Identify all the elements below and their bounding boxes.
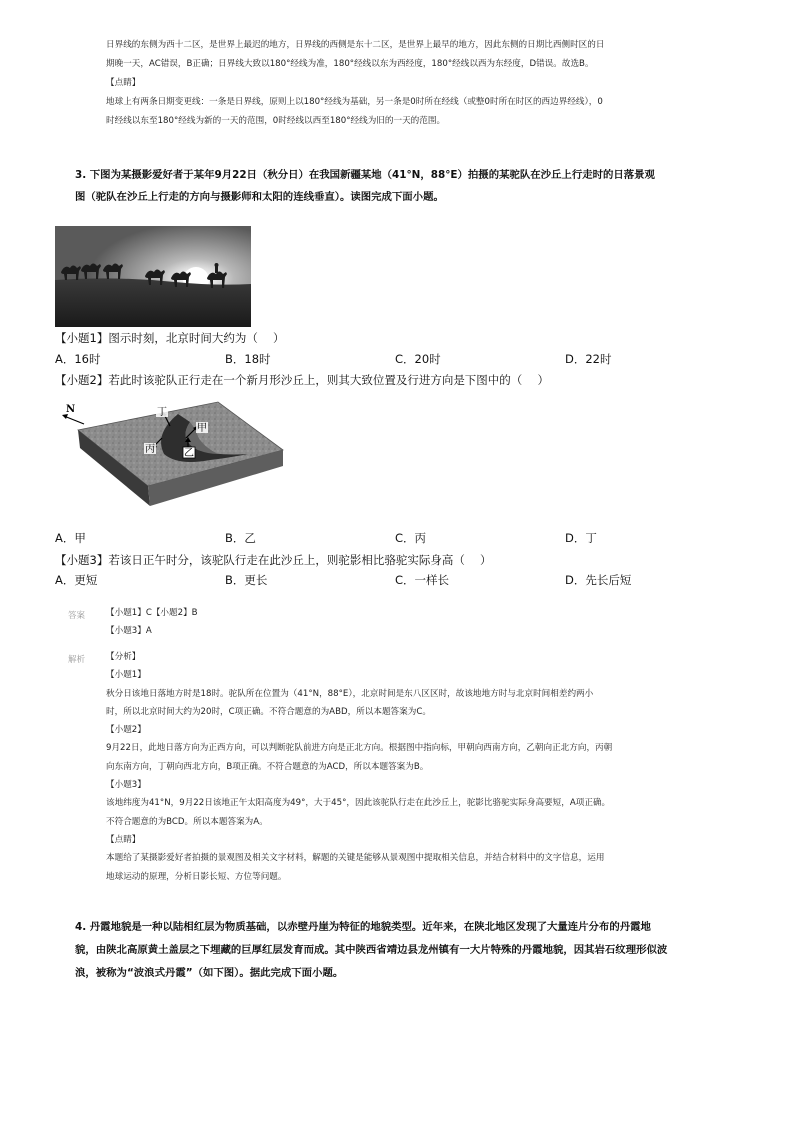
analysis-block xyxy=(106,648,746,886)
tip-line: 地球上有两条日期变更线：一条是日界线，原则上以180°经线为基础，另一条是0时所在经线（或整0时所在时区的西边界经线），0 xyxy=(106,97,603,107)
explanation-line: 期晚一天，AC错误，B正确；日界线大致以180°经线为准，180°经线以东为西经度，180°经线以西为东经度，D错误。故选B。 xyxy=(106,59,594,69)
analysis-label: 解析 xyxy=(68,655,86,665)
answer-line: 【小题1】C【小题2】B xyxy=(106,608,198,618)
answer-line: 【小题3】A xyxy=(106,626,152,637)
crescent-dune-diagram xyxy=(58,400,290,522)
analysis-line: 该地纬度为41°N，9月22日该地正午太阳高度为49°，大于45°，因此该驼队行走在此沙丘上，驼影比骆驼实际身高要短，A项正确。 xyxy=(106,798,611,809)
analysis-line: 【小题1】 xyxy=(106,670,146,681)
camel-sunset-photo xyxy=(55,226,251,327)
sub2-option-d[interactable]: D．丁 xyxy=(565,531,597,545)
stem-line: 3. 下图为某摄影爱好者于某年9月22日（秋分日）在我国新疆某地（41°N，88°E）拍摄的某驼队在沙丘上行走时的日落景观 xyxy=(75,169,655,181)
stem-line: 浪，被称为“波浪式丹霞”（如下图）。据此完成下面小题。 xyxy=(75,967,344,979)
sub1-option-a[interactable]: A．16时 xyxy=(55,352,101,366)
stem-line: 4. 丹霞地貌是一种以陆相红层为物质基础，以赤壁丹崖为特征的地貌类型。近年来，在陕北地区发现了大量连片分布的丹霞地 xyxy=(75,921,651,933)
label-ding: 丁 xyxy=(157,407,167,418)
stem-line: 图（驼队在沙丘上行走的方向与摄影师和太阳的连线垂直）。读图完成下面小题。 xyxy=(75,191,444,203)
analysis-line: 向东南方向，丁朝向西北方向，B项正确。不符合题意的为ACD，所以本题答案为B。 xyxy=(106,761,429,772)
explanation-line: 日界线的东侧为西十二区，是世界上最迟的地方，日界线的西侧是东十二区，是世界上最早的地方，因此东侧的日期比西侧时区的日 xyxy=(106,40,605,50)
question4-stem xyxy=(75,916,765,985)
analysis-line: 地球运动的原理，分析日影长短、方位等问题。 xyxy=(106,871,287,882)
answer-label: 答案 xyxy=(68,611,86,621)
analysis-line: 【点睛】 xyxy=(106,834,141,845)
subquestion-1: 【小题1】图示时刻，北京时间大约为（ ） xyxy=(55,331,285,345)
question3-stem xyxy=(75,164,755,208)
analysis-line: 本题给了某摄影爱好者拍摄的景观图及相关文字材料，解题的关键是能够从景观图中提取相关信息，并结合材料中的文字信息，运用 xyxy=(106,853,605,864)
label-bing: 丙 xyxy=(145,444,155,455)
analysis-line: 秋分日该地日落地方时是18时。驼队所在位置为（41°N，88°E），北京时间是东八区区时，故该地地方时与北京时间相差约两小 xyxy=(106,688,594,699)
subquestion-3: 【小题3】若该日正午时分，该驼队行走在此沙丘上，则驼影相比骆驼实际身高（ ） xyxy=(55,553,492,567)
sub1-option-c[interactable]: C．20时 xyxy=(395,352,441,366)
sub3-option-a[interactable]: A．更短 xyxy=(55,573,98,587)
top-explanation xyxy=(106,36,746,131)
analysis-line: 【小题2】 xyxy=(106,725,146,736)
analysis-line: 时，所以北京时间大约为20时，C项正确。不符合题意的为ABD，所以本题答案为C。 xyxy=(106,706,431,717)
tip-header: 【点睛】 xyxy=(106,78,141,88)
analysis-line: 不符合题意的为BCD。所以本题答案为A。 xyxy=(106,816,268,827)
analysis-line: 9月22日，此地日落方向为正西方向，可以判断驼队前进方向是正北方向。根据图中指向标，甲朝向西南方向，乙朝向正北方向，丙朝 xyxy=(106,743,613,754)
sub3-option-b[interactable]: B．更长 xyxy=(225,573,268,587)
stem-line: 貌，由陕北高原黄土盖层之下埋藏的巨厚红层发育而成。其中陕西省靖边县龙州镇有一大片特殊的丹霞地貌，因其岩石纹理形似波 xyxy=(75,944,668,956)
sub1-option-b[interactable]: B．18时 xyxy=(225,352,271,366)
label-yi: 乙 xyxy=(184,448,194,459)
sub2-option-b[interactable]: B．乙 xyxy=(225,531,256,545)
north-label: N xyxy=(66,404,76,415)
sub3-option-d[interactable]: D．先长后短 xyxy=(565,573,632,587)
analysis-line: 【分析】 xyxy=(106,652,141,662)
sub2-option-c[interactable]: C．丙 xyxy=(395,531,427,545)
sub3-option-c[interactable]: C．一样长 xyxy=(395,573,450,587)
answer-block xyxy=(106,604,746,641)
sub2-option-a[interactable]: A．甲 xyxy=(55,531,86,545)
tip-line: 时经线以东至180°经线为新的一天的范围，0时经线以西至180°经线为旧的一天的范围。 xyxy=(106,116,446,126)
label-jia: 甲 xyxy=(197,423,207,434)
sub1-option-d[interactable]: D．22时 xyxy=(565,352,612,366)
subquestion-2: 【小题2】若此时该驼队正行走在一个新月形沙丘上，则其大致位置及行进方向是下图中的（ ） xyxy=(55,373,549,387)
north-arrow xyxy=(64,416,84,424)
analysis-line: 【小题3】 xyxy=(106,780,146,791)
